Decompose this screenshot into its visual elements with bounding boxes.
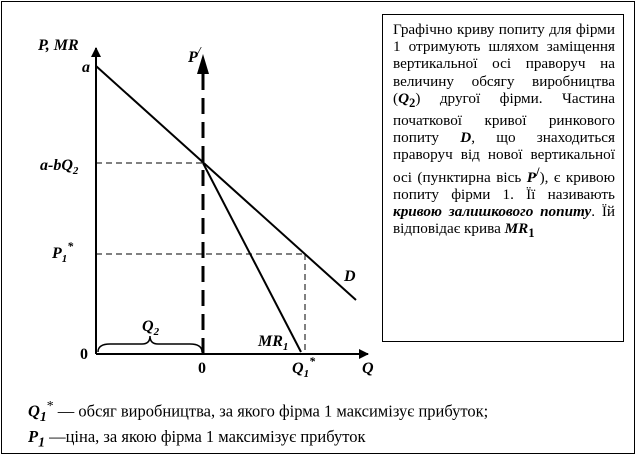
mr1-label: $MR_1$ xyxy=(258,333,289,353)
new-origin-zero: 0 xyxy=(198,360,206,377)
demand-curve xyxy=(96,66,356,300)
y-axis-label: P, MR xyxy=(38,37,79,54)
demand-label: D xyxy=(344,268,356,285)
point-a-label: a xyxy=(82,59,90,76)
x-axis-label: Q xyxy=(362,360,374,377)
q2-label: $Q_2$ xyxy=(142,318,160,338)
a-bq2-label: $a-bQ_2$ xyxy=(40,157,79,177)
q1-star-label: $Q_1^*$ xyxy=(292,354,316,380)
footnote-q1: $Q_1^*$ — обсяг виробництва, за якого фірма 1 максимізує прибуток; xyxy=(28,398,489,424)
origin-zero: 0 xyxy=(80,346,88,363)
mr1-curve xyxy=(203,163,301,352)
footnotes xyxy=(28,396,488,452)
new-axis-label: P/ xyxy=(188,45,201,66)
q2-brace xyxy=(98,336,202,352)
explanation-box: Графічно криву попиту для фірми 1 отримують шляхом заміщення вертикальної осі праворуч на величину обсягу виробництва $(Q_2)$ другої фірми. Частина початкової кривої ринкового попиту D, що знаходиться праворуч від нової вертикальної осі (пунктирна вісь P/), є кривою попиту фірми 1. Її називають кривою залишкового попиту. Їй відповідає крива $MR_1$ xyxy=(382,14,624,342)
p1-star-label: $P_1^*$ xyxy=(52,239,74,265)
new-axis-arrowhead xyxy=(197,54,209,74)
footnote-p1: $P_1$ —ціна, за якою фірма 1 максимізує прибуток xyxy=(28,426,366,450)
